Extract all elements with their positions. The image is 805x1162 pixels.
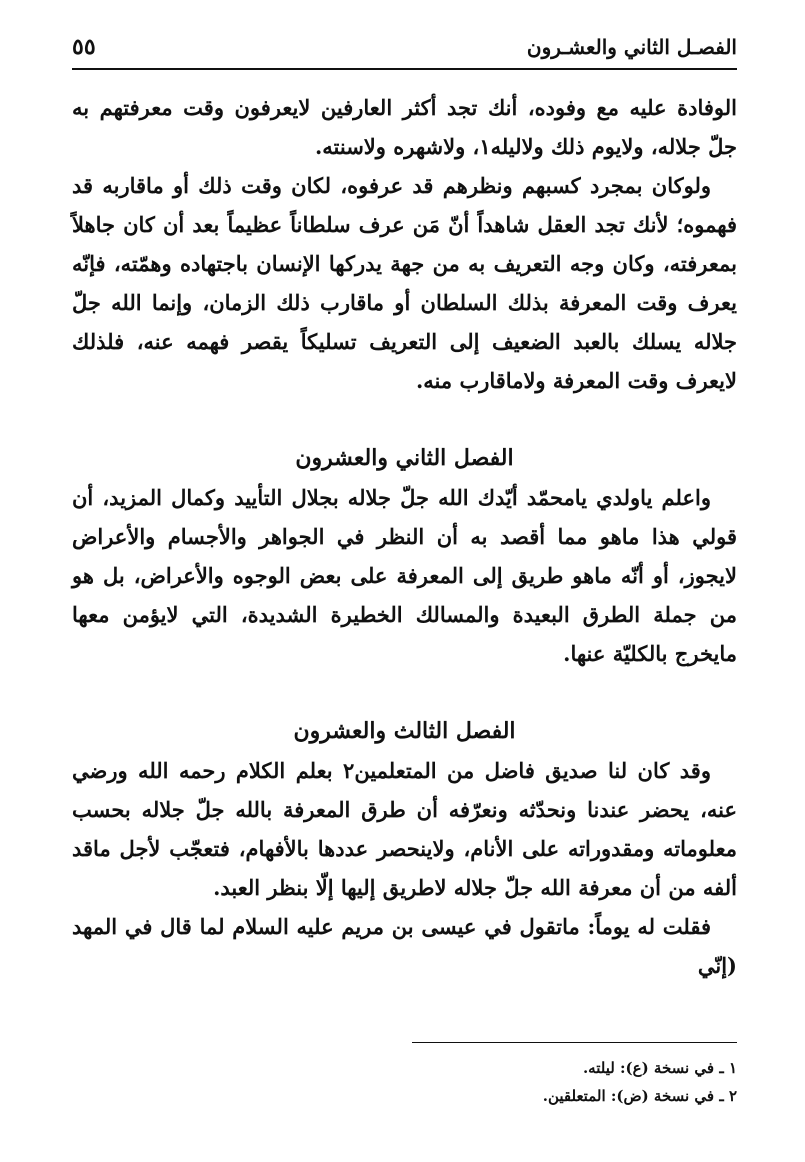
section-title-23: الفصل الثالث والعشرون — [293, 718, 516, 744]
header-rule — [72, 68, 737, 70]
paragraph: ولوكان بمجرد كسبهم ونظرهم قد عرفوه، لكان وقت ذلك أو ماقاربه قد فهموه؛ لأنك تجد العقل شاهداً أنّ مَن عرف سلطاناً عظيماً بعد أن كان جاهلاً بمعرفته، وكان وجه التعريف به من جهة يدركها الإنسان باجتهاده وهمّته، فإنّه يعرف وقت المعرفة بذلك السلطان أو ماقارب ذلك الزمان، وإنما الله جلّ جلاله يسلك بالعبد الضعيف إلى التعريف تسليكاً يقصر فهمه عنه، فلذلك لايعرف وقت المعرفة ولاماقارب منه. — [72, 173, 737, 393]
body-text — [72, 88, 737, 985]
page-header — [72, 30, 737, 64]
footnotes — [300, 1054, 737, 1110]
paragraph-section-23-cont: فقلت له يوماً: ماتقول في عيسى بن مريم عليه السلام لما قال في المهد (إنّي — [72, 914, 737, 978]
paragraph-section-22: واعلم ياولدي يامحمّد أيّدك الله جلّ جلاله بجلال التأييد وكمال المزيد، أن قولي هذا ماهو مما أقصد به أن النظر في الجواهر والأجسام والأعراض لايجوز، أو أنّه ماهو طريق إلى المعرفة على بعض الوجوه والأعراض، بل هو من جملة الطرق البعيدة والمسالك الخطيرة الشديدة، التي لايؤمن معها مايخرج بالكليّة عنها. — [72, 485, 737, 666]
footnote-2: ٢ ـ في نسخة (ض): المتعلقين. — [542, 1087, 737, 1105]
section-title-22: الفصل الثاني والعشرون — [295, 445, 514, 471]
running-title: الفصـل الثاني والعشـرون — [526, 35, 737, 59]
page-number: ٥٥ — [72, 34, 96, 60]
footnote-1: ١ ـ في نسخة (ع): ليلته. — [582, 1059, 737, 1077]
footnote-rule — [412, 1042, 737, 1043]
paragraph-continued: الوفادة عليه مع وفوده، أنك تجد أكثر العارفين لايعرفون وقت معرفتهم به جلّ جلاله، ولايوم ذلك ولاليله١، ولاشهره ولاسنته. — [72, 95, 737, 159]
paragraph-section-23: وقد كان لنا صديق فاضل من المتعلمين٢ بعلم الكلام رحمه الله ورضي عنه، يحضر عندنا ونحدّثه ونعرّفه أن طرق المعرفة بالله جلّ جلاله بحسب معلوماته ومقدوراته على الأنام، ولاينحصر عددها بالأفهام، فتعجّب لأجل ماقد ألفه من أن معرفة الله جلّ جلاله لاطريق إليها إلّا بنظر العبد. — [72, 758, 737, 900]
